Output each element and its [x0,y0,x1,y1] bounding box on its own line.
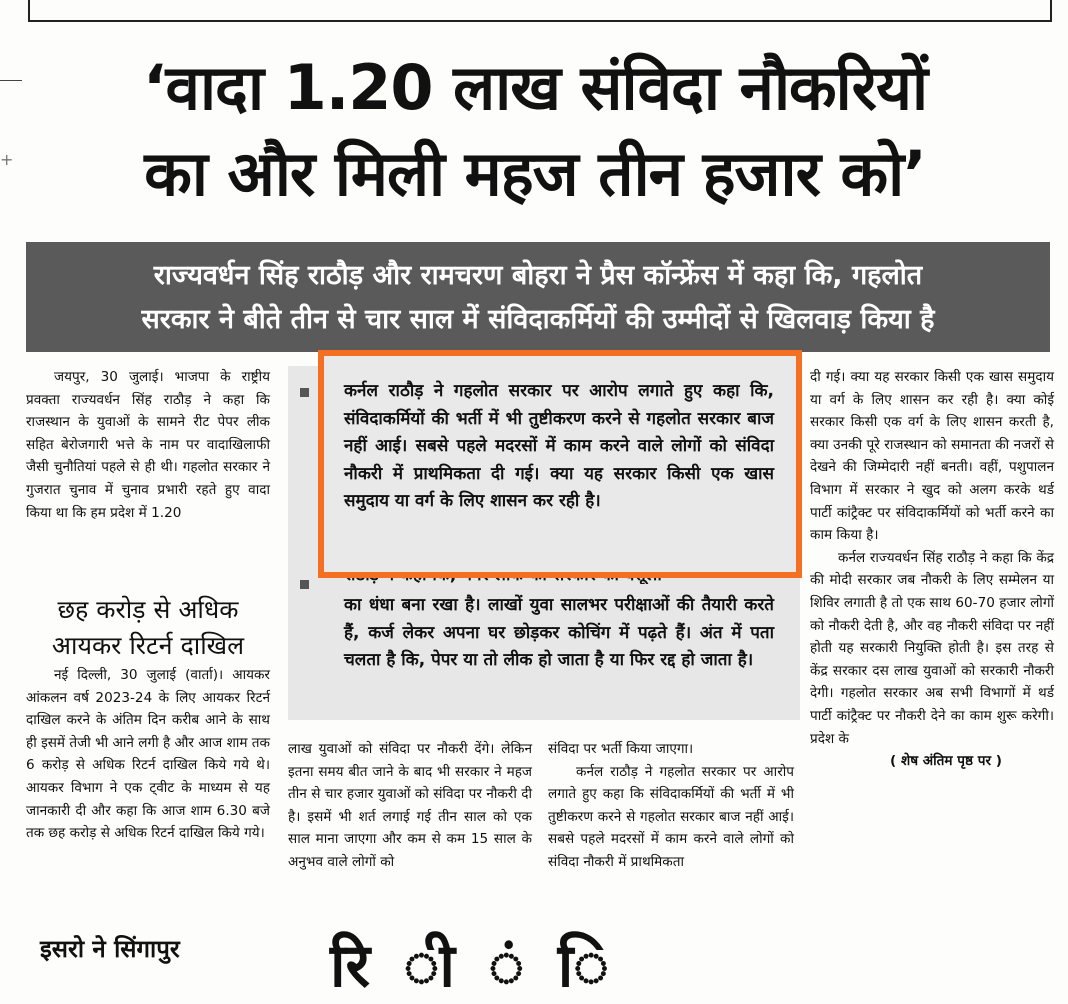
bullet-icon [300,580,309,589]
side-story-text: नई दिल्ली, 30 जुलाई (वार्ता)। आयकर आंकलन वर्ष 2023-24 के लिए आयकर रिटर्न दाखिल करने के अंतिम दिन करीब आने के साथ ही इसमें तेजी भी आने लगी है और आज शाम तक 6 करोड़ से अधिक रिटर्न दाखिल किये गये थे। आयकर विभाग ने एक ट्वीट के माध्यम से यह जानकारी दी और कहा कि आज शाम 6.30 बजे तक छह करोड़ से अधिक रिटर्न दाखिल किये गये। [26,667,270,842]
column-1 [26,366,270,524]
crop-mark [0,80,22,81]
subheadline-line-1: राज्यवर्धन सिंह राठौड़ और रामचरण बोहरा ने प्रैस कॉन्फ्रेंस में कहा कि, गहलोत [153,260,923,291]
registration-mark: + [0,150,14,169]
pullquote-1: कर्नल राठौड़ ने गहलोत सरकार पर आरोप लगाते हुए कहा कि, संविदाकर्मियों की भर्ती में भी तुष्टीकरण करने से गहलोत सरकार बाज नहीं आई। सबसे पहले मदरसों में काम करने वाले लोगों को संविदा नौकरी में प्राथमिकता दी गई। क्या यह सरकार किसी एक खास समुदाय या वर्ग के लिए शासन कर रही है। [344,381,774,511]
subheadline-band [26,242,1050,352]
subheadline-line-2: सरकार ने बीते तीन से चार साल में संविदाकर्मियों की उम्मीदों से खिलवाड़ किया है [141,304,935,335]
column-3-text: लाख युवाओं को संविदा पर नौकरी देंगे। लेकिन इतना समय बीत जाने के बाद भी सरकार ने महज तीन से चार हजार युवाओं को संविदा पर नौकरी दी है। इसमें भी शर्त लगाई गई तीन साल को एक साल माना जाएगा और कम से कम 15 साल के अनुभव वाले लोगों को [288,741,532,870]
pullquote-2 [344,576,774,675]
column-1-text: जयपुर, 30 जुलाई। भाजपा के राष्ट्रीय प्रवक्ता राज्यवर्धन सिंह राठौड़ ने कहा कि राजस्थान के युवाओं के सामने रीट पेपर लीक सहित बेरोजगारी भत्ते के नाम पर वादाखिलाफी जैसी चुनौतियां पहले से ही थी। गहलोत सरकार ने गुजरात चुनाव में चुनाव प्रभारी रहते हुए वादा किया था कि हम प्रदेश में 1.20 [26,369,270,521]
continued-note: ( शेष अंतिम पृष्ठ पर ) [890,753,1002,770]
column-4 [548,738,794,874]
pullquote-2-text: का धंधा बना रखा है। लाखों युवा सालभर परीक्षाओं की तैयारी करते हैं, कर्ज लेकर अपना घर छोड़कर कोचिंग में पढ़ते हैं। अंत में पता चलता है कि, पेपर या तो लीक हो जाता है या फिर रद्द हो जाता है। [344,595,774,670]
column-5 [810,366,1054,773]
headline-line-2: का और मिली महज तीन हजार को’ [144,137,926,210]
headline-line-1: ‘वादा 1.20 लाख संविदा नौकरियों [142,51,928,124]
column-5-p1: दी गई। क्या यह सरकार किसी एक खास समुदाय या वर्ग के लिए शासन कर रही है। क्या कोई सरकार किसी एक वर्ग के लिए शासन करती है, क्या उनकी पूरे राजस्थान को समानता की नजरों से देखने की जिम्मेदारी नहीं बनती। वहीं, पशुपालन विभाग में सरकार ने खुद को अलग करके थर्ड पार्टी कांट्रैक्ट पर संविदाकर्मियों को भर्ती करने का काम किया है। [810,369,1054,544]
column-4-p2: कर्नल राठौड़ ने गहलोत सरकार पर आरोप लगाते हुए कहा कि संविदाकर्मियों की भर्ती में भी तुष्टीकरण करने से गहलोत सरकार बाज नहीं आई। सबसे पहले मदरसों में काम करने वाले लोगों को संविदा नौकरी में प्राथमिकता [548,763,794,870]
top-frame [28,0,1052,22]
bottom-right-headline: रि ी ं ि [330,931,627,1001]
column-3 [288,738,532,874]
column-5-p2: कर्नल राज्यवर्धन सिंह राठौड़ ने कहा कि केंद्र की मोदी सरकार जब नौकरी के लिए सम्मेलन या शिविर लगाती है तो एक साथ 60-70 हजार लोगों को नौकरी देती है, और वह नौकरी संविदा पर नहीं होती यह सरकारी नियुक्ति होती है। इस तरह से केंद्र सरकार दस लाख युवाओं को सरकारी नौकरी देगी। गहलोत सरकार अब सभी विभागों में थर्ड पार्टी कांट्रैक्ट पर नौकरी देने का काम शुरू करेगी। प्रदेश के [810,549,1054,747]
bullet-icon [300,388,309,397]
side-story-headline: छह करोड़ से अधिक आयकर रिटर्न दाखिल [51,595,245,660]
column-4-p1: संविदा पर भर्ती किया जाएगा। [548,741,694,757]
side-story-body [26,664,270,845]
bottom-left-headline: इसरो ने सिंगापुर [40,935,180,963]
